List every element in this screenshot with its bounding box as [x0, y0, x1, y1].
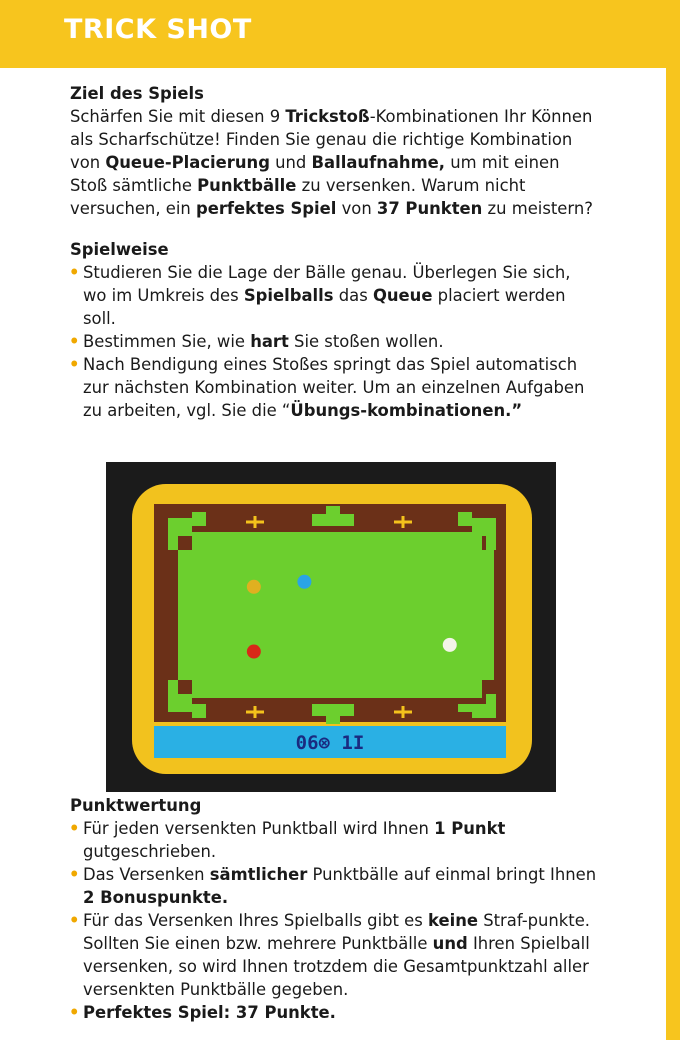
- bold-text: Übungs-kombinationen.”: [290, 401, 523, 420]
- bold-text: Queue-Placierung: [105, 153, 270, 172]
- text-run: Punktbälle auf einmal bringt Ihnen: [307, 865, 597, 884]
- text-run: Sie stoßen wollen.: [288, 332, 444, 351]
- bold-text: Spielballs: [243, 286, 334, 305]
- goal-paragraph: [70, 105, 598, 220]
- bullet-icon: •: [69, 1003, 80, 1022]
- pool-ball-2: [247, 645, 261, 659]
- bold-text: hart: [250, 332, 289, 351]
- list-item: [70, 817, 598, 863]
- bullet-icon: •: [69, 355, 80, 374]
- bold-text: sämtlicher: [209, 865, 308, 884]
- score-display: 06⊗ 1I: [295, 732, 365, 754]
- bullet-icon: •: [69, 332, 80, 351]
- text-run: -Kombinationen Ihr Können als Scharfschütze! Finden Sie genau die richtige Kombination von: [70, 107, 593, 172]
- text-run: zu versenken. Warum nicht versuchen, ein: [70, 176, 526, 218]
- bold-text: Ballaufnahme,: [311, 153, 446, 172]
- pool-ball-1: [297, 575, 311, 589]
- text-run: placiert werden soll.: [83, 286, 566, 328]
- list-item: [70, 261, 598, 330]
- bold-text: Perfektes Spiel: 37 Punkte.: [83, 1003, 336, 1022]
- pool-ball-0: [247, 580, 261, 594]
- text-run: zu meistern?: [482, 199, 593, 218]
- play-list: [70, 261, 598, 422]
- list-item: [70, 1001, 598, 1024]
- bold-text: keine: [428, 911, 478, 930]
- list-item: [70, 353, 598, 422]
- manual-content: [70, 82, 598, 422]
- text-run: Straf-punkte. Sollten Sie einen bzw. mehrere Punktbälle: [83, 911, 591, 953]
- list-item: [70, 909, 598, 1001]
- page-title: TRICK SHOT: [64, 14, 252, 45]
- scoring-heading: Punktwertung: [70, 796, 202, 815]
- play-heading: Spielweise: [70, 240, 169, 259]
- bold-text: 37 Punkten: [376, 199, 483, 218]
- bullet-icon: •: [69, 819, 80, 838]
- bold-text: Queue: [372, 286, 433, 305]
- bold-text: 2 Bonuspunkte.: [83, 888, 229, 907]
- bold-text: Trickstoß: [285, 107, 370, 126]
- bullet-icon: •: [69, 911, 80, 930]
- scoring-list: [70, 817, 598, 1024]
- text-run: um mit einen Stoß sämtliche: [70, 153, 560, 195]
- text-run: von: [336, 199, 377, 218]
- side-strip: [666, 68, 680, 1040]
- pool-ball-3: [443, 638, 457, 652]
- bold-text: 1 Punkt: [434, 819, 506, 838]
- text-run: Nach Bendigung eines Stoßes springt das Spiel automatisch zur nächsten Kombination weiter. Um an einzelnen Aufgaben zu arbeiten, vgl. Sie die “: [83, 355, 585, 420]
- text-run: und: [269, 153, 312, 172]
- text-run: gutgeschrieben.: [83, 842, 217, 861]
- text-run: Das Versenken: [83, 865, 210, 884]
- text-run: Für jeden versenkten Punktball wird Ihnen: [83, 819, 435, 838]
- bullet-icon: •: [69, 263, 80, 282]
- bold-text: Punktbälle: [197, 176, 297, 195]
- bold-text: perfektes Spiel: [195, 199, 337, 218]
- text-run: Ihren Spielball versenken, so wird Ihnen trotzdem die Gesamtpunktzahl aller versenkten Punktbälle gegeben.: [83, 934, 590, 999]
- scoring-section: [70, 794, 598, 1024]
- text-run: Bestimmen Sie, wie: [83, 332, 251, 351]
- list-item: [70, 330, 598, 353]
- goal-heading: Ziel des Spiels: [70, 84, 204, 103]
- list-item: [70, 863, 598, 909]
- text-run: Studieren Sie die Lage der Bälle genau. Überlegen Sie sich, wo im Umkreis des: [83, 263, 571, 305]
- bullet-icon: •: [69, 865, 80, 884]
- text-run: das: [333, 286, 373, 305]
- header-banner: [0, 0, 680, 68]
- game-screenshot: [106, 462, 556, 792]
- bold-text: und: [432, 934, 468, 953]
- text-run: Schärfen Sie mit diesen 9: [70, 107, 286, 126]
- text-run: Für das Versenken Ihres Spielballs gibt es: [83, 911, 429, 930]
